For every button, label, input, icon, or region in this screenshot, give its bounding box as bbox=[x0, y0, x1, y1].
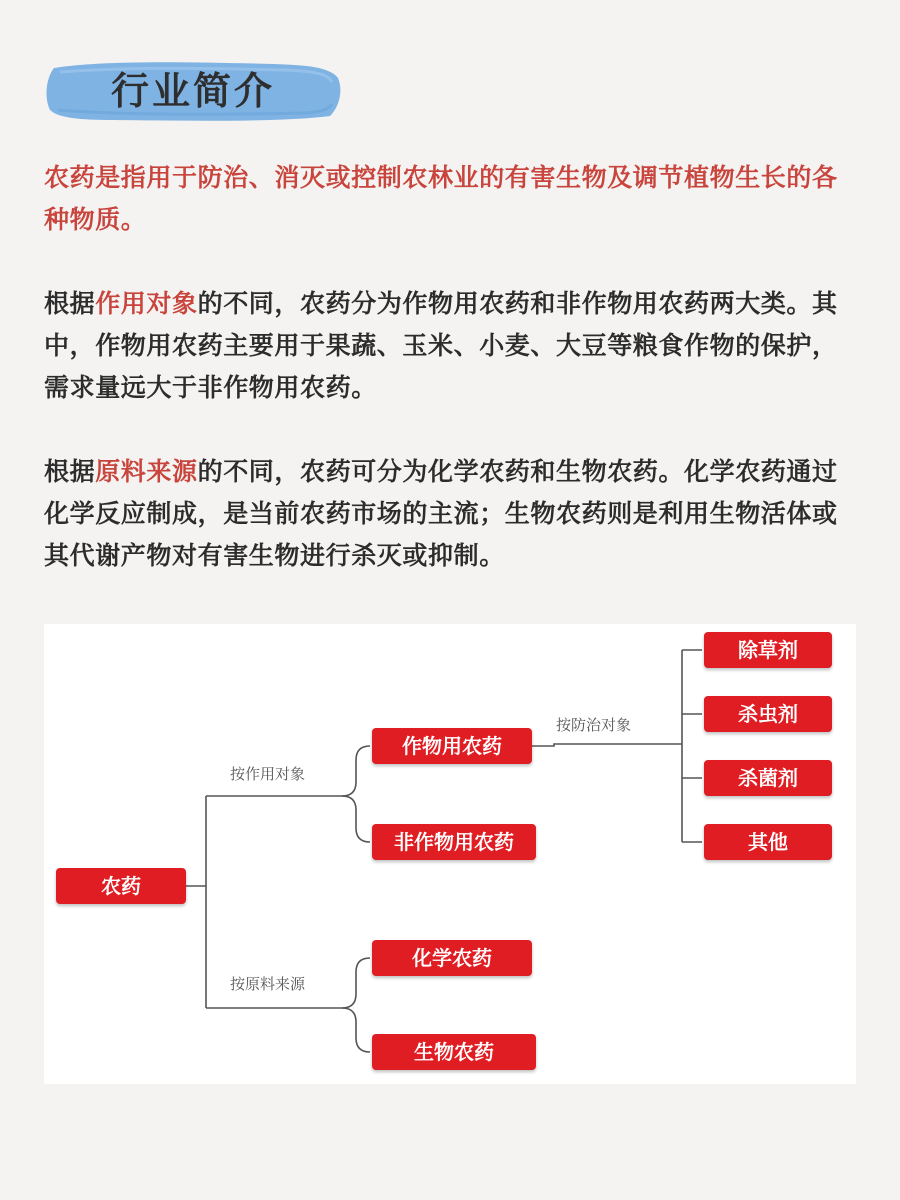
source-paragraph-prefix: 根据 bbox=[44, 457, 96, 486]
by-target-label: 按防治对象 bbox=[556, 716, 632, 734]
source-paragraph bbox=[44, 451, 860, 577]
node-chemical-pesticide: 化学农药 bbox=[372, 940, 532, 976]
section-title bbox=[44, 58, 342, 124]
object-paragraph-highlight: 作用对象 bbox=[95, 289, 198, 318]
classification-diagram bbox=[44, 624, 856, 1084]
source-paragraph-rest: 的不同，农药可分为化学农药和生物农药。化学农药通过化学反应制成，是当前农药市场的主流；生物农药则是利用生物活体或其代谢产物对有害生物进行杀灭或抑制。 bbox=[44, 457, 838, 570]
object-paragraph-rest: 的不同，农药分为作物用农药和非作物用农药两大类。其中，作物用农药主要用于果蔬、玉米、小麦、大豆等粮食作物的保护，需求量远大于非作物用农药。 bbox=[44, 289, 838, 402]
node-herbicide: 除草剂 bbox=[704, 632, 832, 668]
to-crop-connector bbox=[342, 746, 370, 796]
source-paragraph-highlight: 原料来源 bbox=[95, 457, 198, 486]
node-crop-pesticide: 作物用农药 bbox=[372, 728, 532, 764]
by-source-label: 按原料来源 bbox=[230, 975, 306, 993]
node-other: 其他 bbox=[704, 824, 832, 860]
object-paragraph bbox=[44, 283, 860, 409]
node-insecticide: 杀虫剂 bbox=[704, 696, 832, 732]
title-text: 行业简介 bbox=[110, 69, 275, 113]
to-chemical-connector bbox=[342, 958, 370, 1008]
node-non-crop-pesticide: 非作物用农药 bbox=[372, 824, 536, 860]
node-pesticide: 农药 bbox=[56, 868, 186, 904]
node-fungicide: 杀菌剂 bbox=[704, 760, 832, 796]
to-biological-connector bbox=[342, 1008, 370, 1052]
intro-paragraph: 农药是指用于防治、消灭或控制农林业的有害生物及调节植物生长的各种物质。 bbox=[44, 163, 838, 234]
object-paragraph-prefix: 根据 bbox=[44, 289, 96, 318]
by-object-label: 按作用对象 bbox=[230, 765, 306, 783]
to-non-crop-connector bbox=[342, 796, 370, 842]
node-biological-pesticide: 生物农药 bbox=[372, 1034, 536, 1070]
crop-to-targets-line bbox=[532, 744, 682, 746]
